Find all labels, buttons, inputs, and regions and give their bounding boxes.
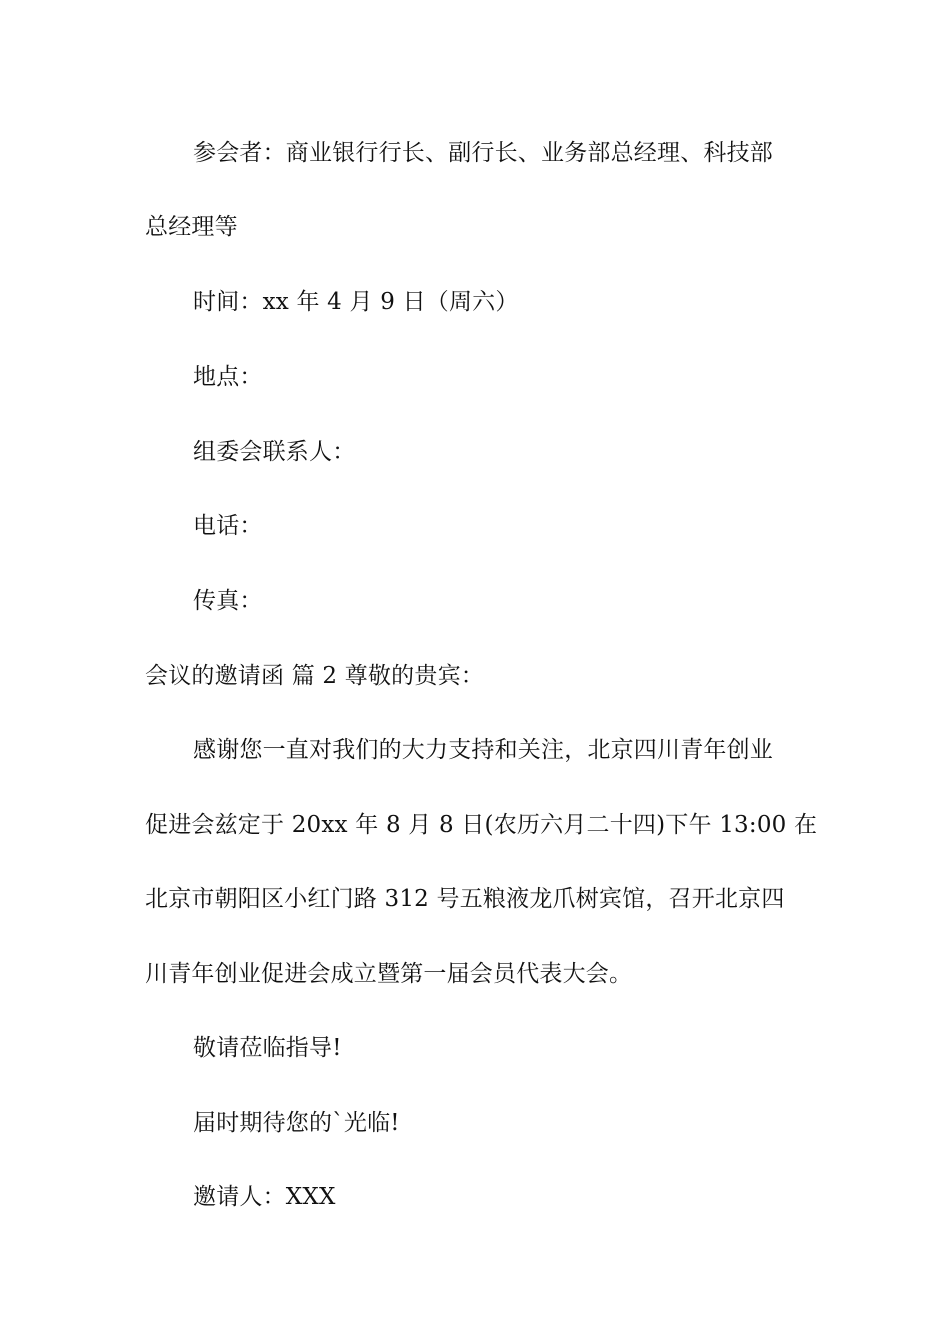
body-line-1: 感谢您一直对我们的大力支持和关注，北京四川青年创业 [193,737,773,763]
closing-line-2: 届时期待您的`光临! [193,1110,400,1136]
phone-line: 电话： [193,513,263,539]
body-line-3: 北京市朝阳区小红门路 312 号五粮液龙爪树宾馆，召开北京四 [145,886,785,912]
closing-line-1: 敬请莅临指导! [193,1035,342,1061]
time-line: 时间：xx 年 4 月 9 日（周六） [193,289,519,315]
attendees-line-1: 参会者：商业银行行长、副行长、业务部总经理、科技部 [193,140,773,166]
section-heading: 会议的邀请函 篇 2 尊敬的贵宾： [145,663,484,689]
contact-line: 组委会联系人： [193,439,356,465]
fax-line: 传真： [193,588,263,614]
body-line-2: 促进会兹定于 20xx 年 8 月 8 日(农历六月二十四)下午 13:00 在 [145,812,818,838]
location-line: 地点： [193,364,263,390]
attendees-line-2: 总经理等 [145,214,238,240]
body-line-4: 川青年创业促进会成立暨第一届会员代表大会。 [145,961,633,987]
inviter-line: 邀请人：XXX [193,1184,336,1210]
